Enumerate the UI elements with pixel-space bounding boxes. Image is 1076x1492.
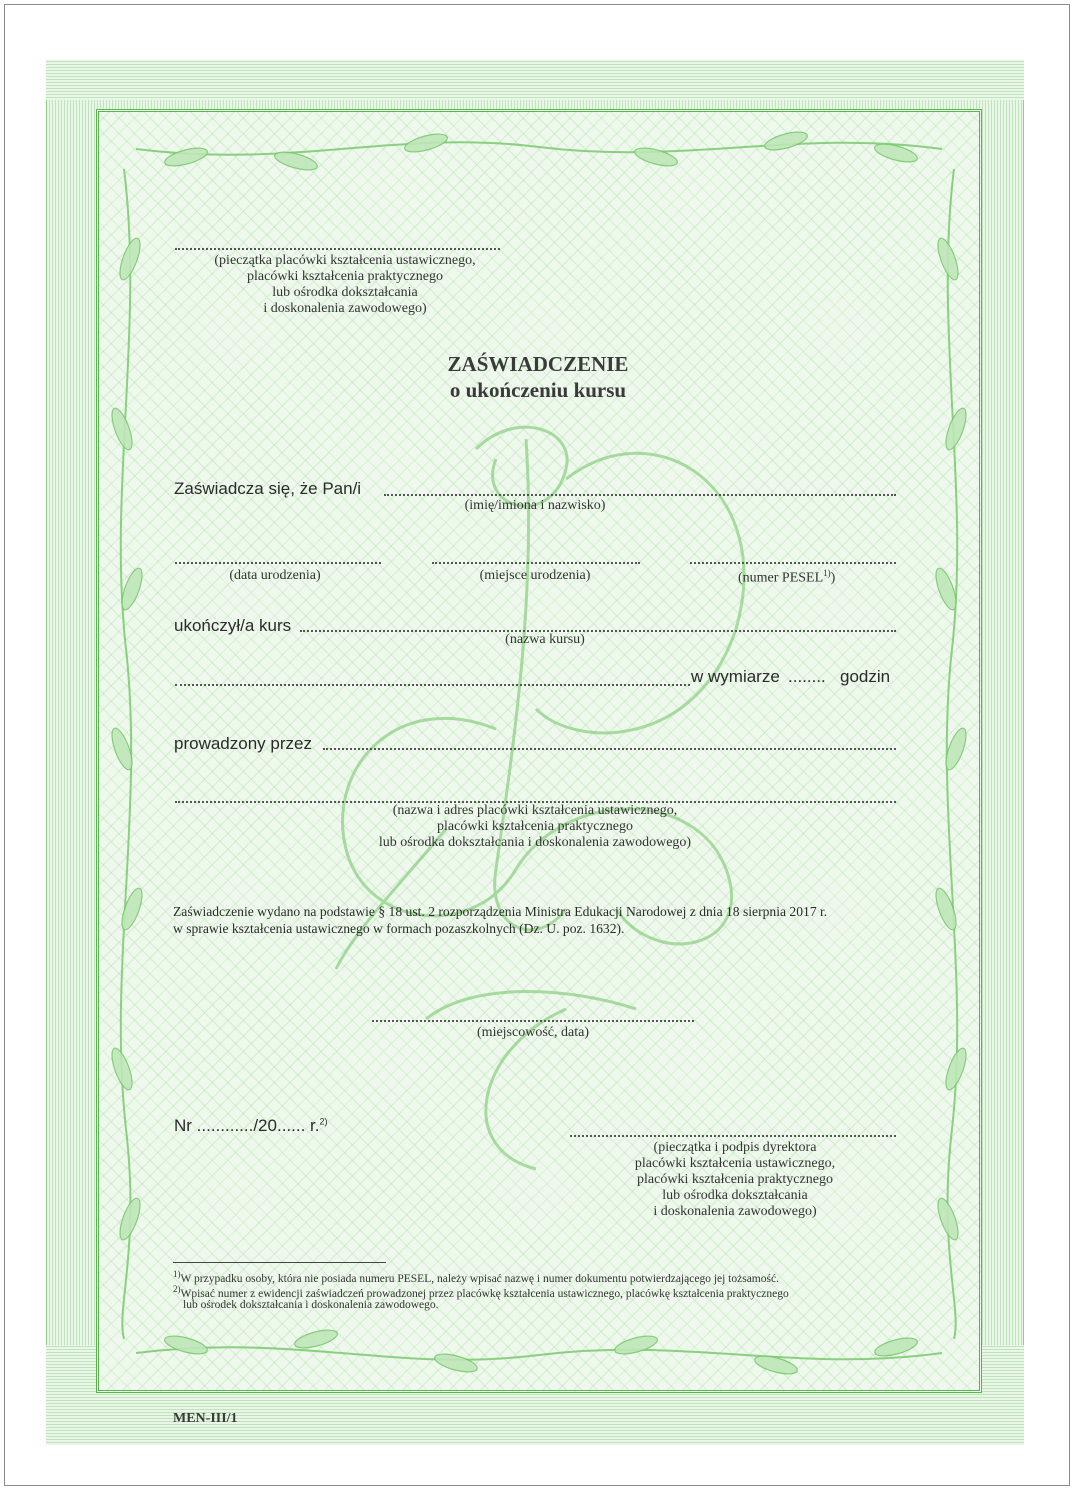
institution-caption-3: lub ośrodka dokształcania i doskonalenia zawodowego) xyxy=(378,835,692,850)
birth-place-caption: (miejsce urodzenia) xyxy=(479,568,591,583)
stamp-top-caption-2: placówki kształcenia praktycznego xyxy=(247,269,443,284)
frame-top-band xyxy=(46,60,1024,100)
form-code: MEN-III/1 xyxy=(173,1411,238,1426)
hours-field[interactable]: ........ xyxy=(788,667,826,686)
stamp-bottom-caption-5: i doskonalenia zawodowego) xyxy=(653,1204,817,1219)
stamp-bottom-caption-3: placówki kształcenia praktycznego xyxy=(637,1172,833,1187)
certify-label: Zaświadcza się, że Pan/i xyxy=(174,479,362,498)
document-title: ZAŚWIADCZENIE xyxy=(447,352,629,376)
stamp-top-caption-4: i doskonalenia zawodowego) xyxy=(263,301,427,316)
course-caption: (nazwa kursu) xyxy=(505,632,585,647)
hours-unit: godzin xyxy=(840,667,891,686)
stamp-bottom-caption-1: (pieczątka i podpis dyrektora xyxy=(653,1140,817,1155)
name-caption: (imię/imiona i nazwisko) xyxy=(464,498,606,513)
institution-field[interactable] xyxy=(323,748,896,750)
footnote-2: $^{2)}$Wpisać numer z ewidencji zaświadczeń prowadzonej przez placówkę kształcenia ustawicznego, placówkę kształcenia praktycznego xyxy=(173,1284,789,1300)
footnote-1: $^{1)}$W przypadku osoby, która nie posiada numeru PESEL, należy wpisać nazwę i numer dokumentu potwierdzającego jej tożsamość. xyxy=(173,1269,779,1285)
stamp-bottom-caption-4: lub ośrodka dokształcania xyxy=(662,1188,808,1203)
legal-basis-line-1: Zaświadczenie wydano na podstawie § 18 ust. 2 rozporządzenia Ministra Edukacji Narodowej z dnia 18 sierpnia 2017 r. xyxy=(173,904,828,919)
course-label: ukończył/a kurs xyxy=(174,616,292,635)
certificate-number[interactable]: Nr ............/20...... r.$^{2)}$ xyxy=(174,1116,328,1135)
stamp-top-caption-3: lub ośrodka dokształcania xyxy=(272,285,418,300)
institution-caption-1: (nazwa i adres placówki kształcenia ustawicznego, xyxy=(392,803,678,818)
birth-date-field[interactable] xyxy=(175,562,381,564)
hours-label: w wymiarze xyxy=(691,667,780,686)
birth-place-field[interactable] xyxy=(432,562,640,564)
stamp-dotted-line[interactable] xyxy=(175,248,500,250)
place-date-caption: (miejscowość, data) xyxy=(477,1025,589,1040)
institution-caption-2: placówki kształcenia praktycznego xyxy=(437,819,633,834)
pesel-field[interactable] xyxy=(690,562,896,564)
birth-date-caption: (data urodzenia) xyxy=(229,568,321,583)
stamp-bottom-caption-2: placówki kształcenia ustawicznego, xyxy=(634,1156,836,1171)
conducted-label: prowadzony przez xyxy=(174,734,312,753)
course-name-field-2[interactable] xyxy=(175,684,690,686)
course-name-field[interactable] xyxy=(300,630,896,632)
place-date-field[interactable] xyxy=(372,1020,694,1022)
document-subtitle: o ukończeniu kursu xyxy=(449,378,627,402)
footnote-separator xyxy=(173,1262,386,1263)
footnote-2-cont: lub ośrodek dokształcania i doskonalenia zawodowego. xyxy=(183,1299,439,1311)
name-field[interactable] xyxy=(384,494,896,496)
pesel-caption: (numer PESEL$^{1)}$) xyxy=(738,568,836,586)
legal-basis-line-2: w sprawie kształcenia ustawicznego w formach pozaszkolnych (Dz. U. poz. 1632). xyxy=(173,921,625,936)
stamp-top-caption-1: (pieczątka placówki kształcenia ustawicznego, xyxy=(214,253,476,268)
director-signature-field[interactable] xyxy=(570,1135,896,1137)
